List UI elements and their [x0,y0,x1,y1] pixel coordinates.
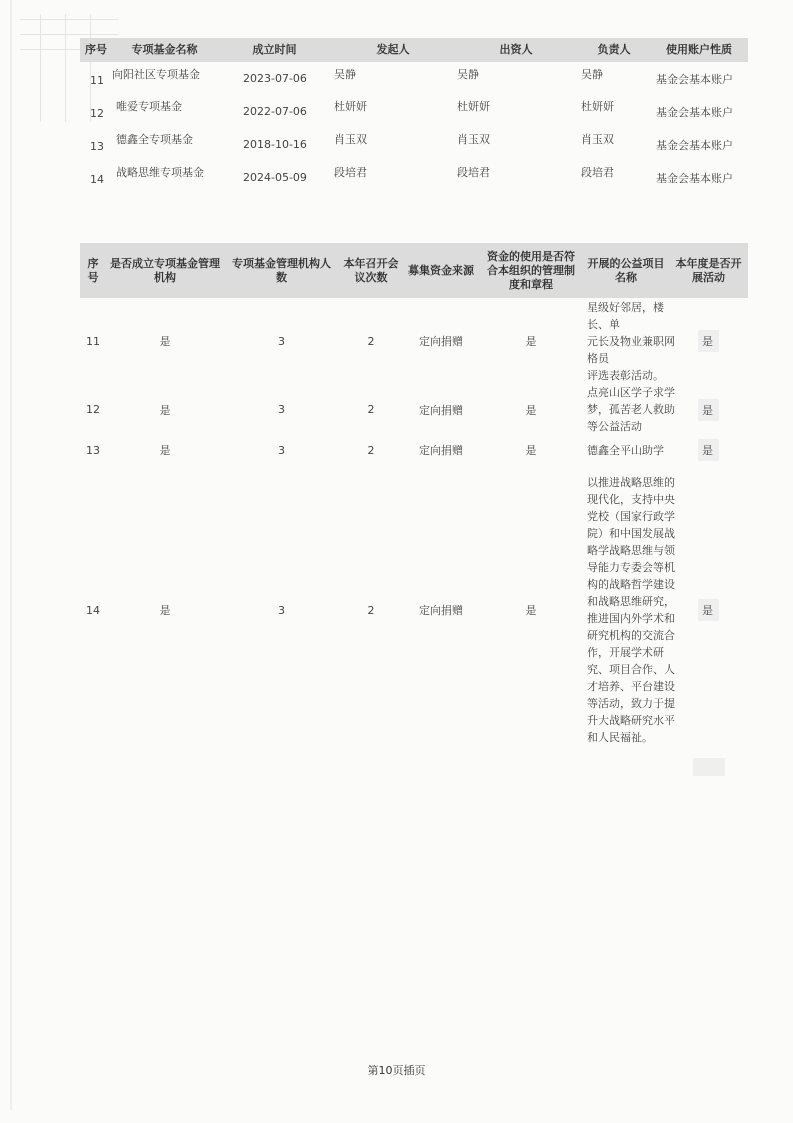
table-header-row [80,38,748,62]
table-row [80,128,748,161]
column-header: 专项基金管理机构人数 [224,243,339,298]
column-header: 发起人 [332,38,454,62]
owner: 段培君 [581,166,614,179]
fund-name: 德鑫全专项基金 [116,133,193,146]
account-type: 基金会基本账户 [656,139,733,152]
management-established: 是 [159,444,171,457]
table-row [80,465,748,755]
project-name: 德鑫全平山助学 [587,443,664,457]
column-header: 出资人 [454,38,578,62]
column-header: 序号 [80,38,112,62]
management-staff-count: 3 [278,334,285,348]
activity-held-value: 是 [698,439,719,461]
table-row [80,62,748,95]
funder: 段培君 [457,166,490,179]
activity-held [669,465,748,755]
row-number: 14 [90,173,104,186]
fund-name: 唯爱专项基金 [116,100,182,113]
management-established: 是 [159,335,171,348]
table-row [80,435,748,465]
fund-name: 战略思维专项基金 [116,166,204,179]
account-type: 基金会基本账户 [656,106,733,119]
column-header: 负责人 [578,38,650,62]
management-staff-count: 3 [278,603,285,617]
column-header: 专项基金名称 [112,38,217,62]
column-header: 是否成立专项基金管理机构 [106,243,224,298]
funder: 吴静 [457,68,479,81]
initiator: 段培君 [334,166,367,179]
column-header: 开展的公益项目名称 [583,243,669,298]
meeting-count: 2 [367,603,375,617]
initiator: 肖玉双 [334,133,367,146]
scan-edge [10,0,12,1110]
fund-management-table [80,243,748,781]
fund-source: 定向捐赠 [419,604,463,617]
activity-held-value: 是 [698,330,719,352]
fund-name: 向阳社区专项基金 [112,68,200,81]
activity-held-value: 是 [698,399,719,421]
activity-held [669,384,748,435]
column-header: 本年度是否开展活动 [669,243,748,298]
fund-source: 定向捐赠 [419,403,463,417]
row-number: 12 [86,403,100,416]
row-number: 11 [86,334,100,348]
row-number: 12 [90,107,104,120]
activity-held [669,435,748,465]
fund-source: 定向捐赠 [419,335,463,348]
established-date: 2018-10-16 [243,138,307,151]
owner: 肖玉双 [581,133,614,146]
usage-compliant: 是 [525,444,537,457]
row-number: 11 [90,74,104,87]
table-row-empty [80,755,748,781]
management-staff-count: 3 [278,403,285,416]
column-header: 成立时间 [217,38,332,62]
row-number: 14 [86,603,100,617]
column-header: 资金的使用是否符合本组织的管理制度和章程 [479,243,583,298]
empty-cell [669,755,748,781]
page-footer: 第10页插页 [367,1064,426,1077]
project-name: 点亮山区学子求学 梦，孤苦老人救助 等公益活动 [587,386,675,433]
initiator: 杜妍妍 [334,100,367,113]
initiator: 吴静 [334,68,356,81]
established-date: 2024-05-09 [243,171,307,184]
account-type: 基金会基本账户 [656,73,733,86]
column-header: 使用账户性质 [650,38,748,62]
funder: 杜妍妍 [457,100,490,113]
meeting-count: 2 [367,443,375,457]
owner: 杜妍妍 [581,100,614,113]
table-header-row [80,243,748,298]
established-date: 2023-07-06 [243,72,307,85]
column-header: 本年召开会议次数 [339,243,403,298]
table-row [80,384,748,435]
row-number: 13 [90,140,104,153]
usage-compliant: 是 [525,335,537,348]
management-staff-count: 3 [278,443,285,457]
shaded-cell [693,758,725,776]
table-row [80,95,748,128]
column-header: 序号 [80,243,106,298]
fund-basic-info-table [80,38,748,194]
usage-compliant: 是 [525,403,537,417]
project-name: 星级好邻居，楼 长、单 元长及物业兼职网 格员 评选表彰活动。 [587,300,675,382]
table-row [80,298,748,384]
established-date: 2022-07-06 [243,105,307,118]
row-number: 13 [86,443,100,457]
table-row [80,161,748,194]
meeting-count: 2 [367,334,375,348]
project-name: 以推进战略思维的 现代化，支持中央 党校（国家行政学 院）和中国发展战 略学战略思维与领 导能力专委会等机 构的战略哲学建设 和战略思维研究， 推进国内外学术和 研究机构的交流合 作，开展学术研 究、项目合作、人 才培养、平台建设 等活动，致力于提 升大战略研究水平 和人民福祉。 [587,476,675,744]
usage-compliant: 是 [525,604,537,617]
fund-source: 定向捐赠 [419,444,463,457]
management-established: 是 [159,403,171,417]
meeting-count: 2 [367,403,375,416]
activity-held [669,298,748,384]
funder: 肖玉双 [457,133,490,146]
owner: 吴静 [581,68,603,81]
activity-held-value: 是 [698,599,719,621]
account-type: 基金会基本账户 [656,172,733,185]
management-established: 是 [159,604,171,617]
column-header: 募集资金来源 [403,243,479,298]
